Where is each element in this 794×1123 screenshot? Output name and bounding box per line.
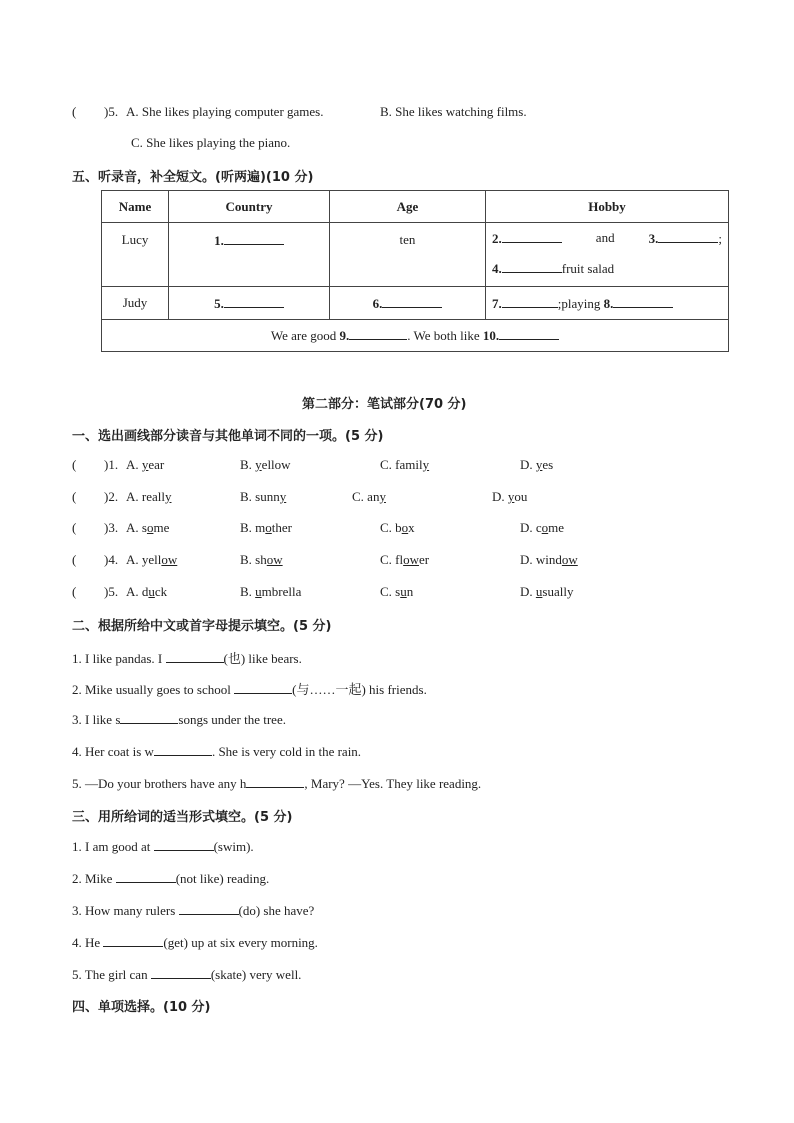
paren-open: ( xyxy=(72,584,77,599)
cell-ten: ten xyxy=(330,223,486,287)
option-b: B. yellow xyxy=(240,457,291,472)
option-c: C. She likes playing the piano. xyxy=(131,135,291,150)
question-item: 1. I am good at (swim). xyxy=(72,839,254,854)
paren-open: ( xyxy=(72,457,77,472)
option-b: B. mother xyxy=(240,520,293,535)
option-a: A. She likes playing computer games. xyxy=(126,104,324,119)
answer-blank[interactable] xyxy=(151,966,211,979)
option-d: D. come xyxy=(520,520,565,535)
header-age: Age xyxy=(330,191,486,223)
option-d: D. usually xyxy=(520,584,574,599)
option-a: A. really xyxy=(126,489,172,504)
header-hobby: Hobby xyxy=(486,191,729,223)
header-country: Country xyxy=(169,191,330,223)
paren-open: ( xyxy=(72,520,77,535)
cell-lucy: Lucy xyxy=(102,223,169,287)
option-d: D. yes xyxy=(520,457,554,472)
listening-table xyxy=(101,190,729,352)
cell-judy: Judy xyxy=(102,287,169,320)
header-name: Name xyxy=(102,191,169,223)
answer-blank[interactable] xyxy=(120,711,178,724)
option-c: C. box xyxy=(380,520,415,535)
question-number: )5. xyxy=(104,584,119,599)
cell-blank-6: 6. xyxy=(330,287,486,320)
answer-blank[interactable] xyxy=(179,902,239,915)
paren-open: ( xyxy=(72,104,77,119)
answer-blank[interactable] xyxy=(154,838,214,851)
answer-blank[interactable] xyxy=(234,681,292,694)
answer-blank[interactable] xyxy=(166,650,224,663)
table-footer-sentence: We are good 9. . We both like 10. xyxy=(102,320,729,352)
question-number: )3. xyxy=(104,520,119,535)
cell-hobby-judy: 7. ;playing 8. xyxy=(486,287,729,320)
question-item: 4. Her coat is w . She is very cold in the rain. xyxy=(72,744,362,759)
option-b: B. She likes watching films. xyxy=(380,104,527,119)
option-a: A. some xyxy=(126,520,170,535)
question-item: 4. He (get) up at six every morning. xyxy=(72,935,318,950)
question-item: 5. The girl can (skate) very well. xyxy=(72,967,302,982)
answer-blank[interactable] xyxy=(116,870,176,883)
paren-open: ( xyxy=(72,552,77,567)
option-a: A. duck xyxy=(126,584,168,599)
option-d: D. you xyxy=(492,489,528,504)
section-2-title: 二、根据所给中文或首字母提示填空。(5 分) xyxy=(72,619,332,634)
question-item: 3. I like s songs under the tree. xyxy=(72,712,286,727)
question-item: 5. —Do your brothers have any h , Mary? —Yes. They like reading. xyxy=(72,776,482,791)
answer-blank[interactable] xyxy=(154,743,212,756)
answer-paren: )5. xyxy=(104,104,119,119)
section-4-title: 四、单项选择。(10 分) xyxy=(72,1000,211,1015)
option-b: B. sunny xyxy=(240,489,287,504)
question-item: 2. Mike (not like) reading. xyxy=(72,871,270,886)
question-number: )2. xyxy=(104,489,119,504)
paren-open: ( xyxy=(72,489,77,504)
cell-hobby-lucy: 2. and 3. ; 4. fruit salad xyxy=(486,223,729,287)
option-b: B. show xyxy=(240,552,283,567)
section-3-title: 三、用所给词的适当形式填空。(5 分) xyxy=(72,810,293,825)
cell-blank-5: 5. xyxy=(169,287,330,320)
option-c: C. sun xyxy=(380,584,414,599)
cell-blank-1: 1. xyxy=(169,223,330,287)
option-a: A. yellow xyxy=(126,552,178,567)
question-number: )4. xyxy=(104,552,119,567)
answer-blank[interactable] xyxy=(246,775,304,788)
part-2-title: 第二部分：笔试部分(70 分) xyxy=(302,397,467,412)
question-item: 3. How many rulers (do) she have? xyxy=(72,903,315,918)
option-b: B. umbrella xyxy=(240,584,302,599)
section-1-title: 一、选出画线部分读音与其他单词不同的一项。(5 分) xyxy=(72,429,384,444)
option-c: C. family xyxy=(380,457,430,472)
question-item: 2. Mike usually goes to school (与……一起) his friends. xyxy=(72,682,427,697)
section-5-title: 五、听录音，补全短文。(听两遍)(10 分) xyxy=(72,170,314,185)
question-item: 1. I like pandas. I (也) like bears. xyxy=(72,651,302,666)
option-c: C. any xyxy=(352,489,386,504)
option-c: C. flower xyxy=(380,552,430,567)
option-d: D. window xyxy=(520,552,578,567)
option-a: A. year xyxy=(126,457,165,472)
question-number: )1. xyxy=(104,457,119,472)
answer-blank[interactable] xyxy=(103,934,163,947)
